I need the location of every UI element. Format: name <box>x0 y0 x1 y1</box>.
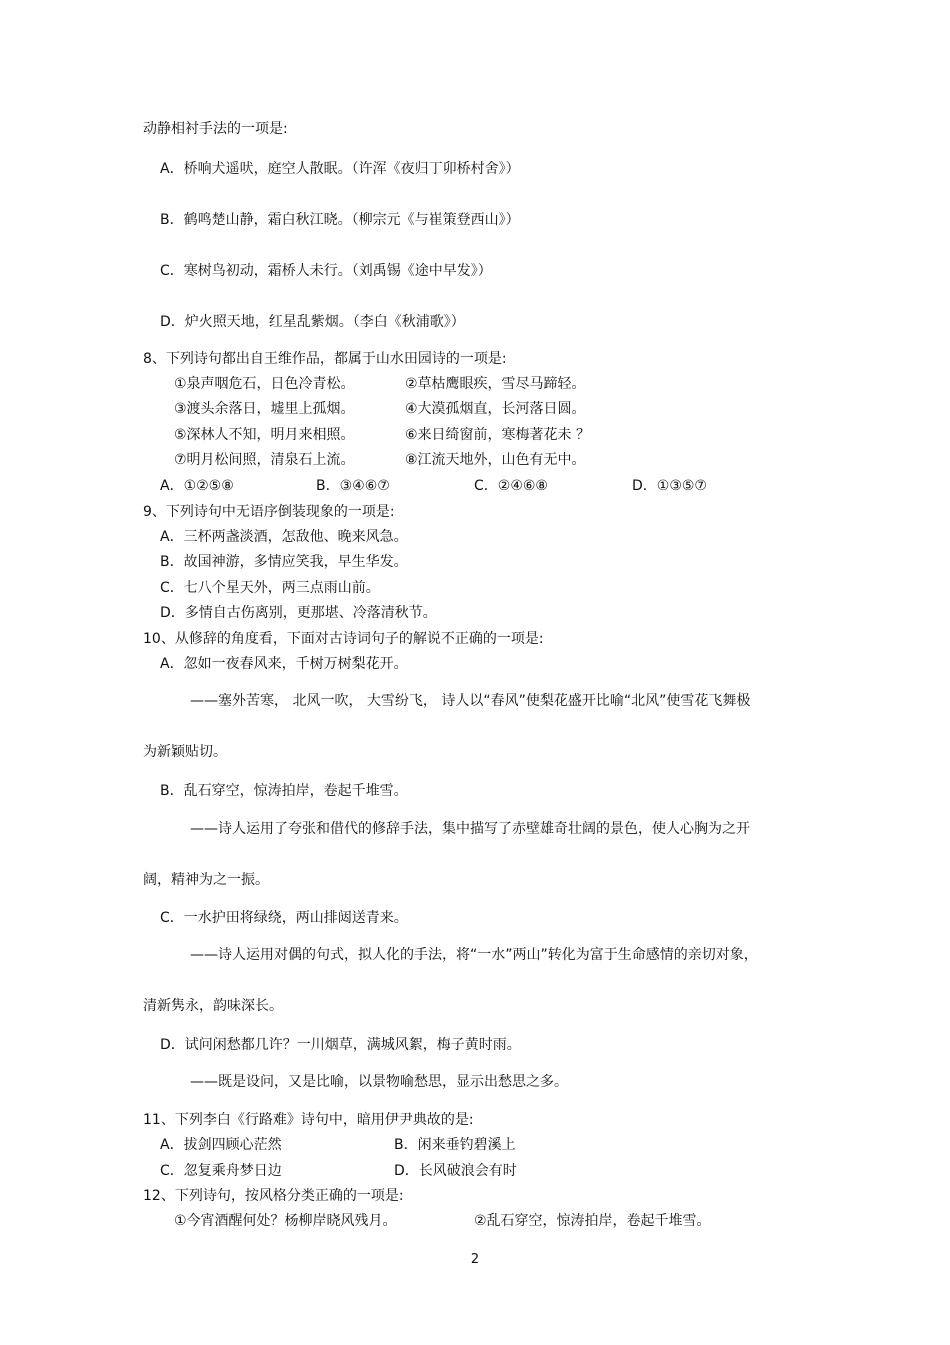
q10-option-b-note: ——诗人运用了夸张和借代的修辞手法，集中描写了赤壁雄奇壮阔的景色，使人心胸为之开 <box>190 821 750 837</box>
q10-option-b-note-cont: 阔，精神为之一振。 <box>143 872 269 888</box>
q10-option-c-note-cont: 清新隽永，韵味深长。 <box>143 998 283 1014</box>
q7-stem: 动静相衬手法的一项是: <box>143 121 288 137</box>
q8-item-1: ①泉声咽危石，日色冷青松。 <box>174 376 355 392</box>
q9-option-c: C．七八个星天外，两三点雨山前。 <box>160 580 380 596</box>
q11-stem: 11、下列李白《行路难》诗句中，暗用伊尹典故的是: <box>143 1112 474 1128</box>
q8-item-2: ②草枯鹰眼疾，雪尽马蹄轻。 <box>405 376 586 392</box>
q8-stem: 8、下列诗句都出自王维作品，都属于山水田园诗的一项是: <box>143 351 507 367</box>
q8-item-7: ⑦明月松间照，清泉石上流。 <box>174 452 355 468</box>
q11-option-d: D．长风破浪会有时 <box>394 1163 517 1179</box>
q7-option-c: C．寒树鸟初动，霜桥人未行。（刘禹锡《途中早发》） <box>160 263 492 279</box>
q11-option-b: B．闲来垂钓碧溪上 <box>394 1137 516 1153</box>
q8-option-b: B．③④⑥⑦ <box>316 478 390 494</box>
q8-option-d: D．①③⑤⑦ <box>632 478 707 494</box>
q8-item-6: ⑥来日绮窗前，寒梅著花未 ？ <box>405 427 591 443</box>
q8-item-5: ⑤深林人不知，明月来相照。 <box>174 427 355 443</box>
q9-option-b: B．故国神游，多情应笑我，早生华发。 <box>160 554 408 570</box>
q8-option-a: A．①②⑤⑧ <box>160 478 234 494</box>
q12-stem: 12、下列诗句，按风格分类正确的一项是: <box>143 1188 404 1204</box>
q10-option-d-note: ——既是设问，又是比喻，以景物喻愁思，显示出愁思之多。 <box>190 1074 568 1090</box>
q7-option-a: A．桥响犬遥吠，庭空人散眠。（许浑《夜归丁卯桥村舍》） <box>160 161 520 177</box>
q11-option-c: C．忽复乘舟梦日边 <box>160 1163 282 1179</box>
q10-option-c-note: ——诗人运用对偶的句式，拟人化的手法，将“一水”两山”转化为富于生命感情的亲切对象， <box>190 947 758 963</box>
q10-option-d: D．试问闲愁都几许？一川烟草，满城风絮，梅子黄时雨。 <box>160 1037 521 1053</box>
q8-item-8: ⑧江流天地外，山色有无中。 <box>405 452 586 468</box>
q10-stem: 10、从修辞的角度看，下面对古诗词句子的解说不正确的一项是: <box>143 631 544 647</box>
q10-option-a-note-cont: 为新颖贴切。 <box>143 744 227 760</box>
q10-option-b: B．乱石穿空，惊涛拍岸，卷起千堆雪。 <box>160 783 408 799</box>
q10-option-a: A．忽如一夜春风来，千树万树梨花开。 <box>160 656 408 672</box>
q7-option-b: B．鹤鸣楚山静，霜白秋江晓。（柳宗元《与崔策登西山》） <box>160 212 520 228</box>
q9-stem: 9、下列诗句中无语序倒装现象的一项是: <box>143 504 395 520</box>
q8-item-3: ③渡头余落日，墟里上孤烟。 <box>174 401 355 417</box>
q11-option-a: A．拔剑四顾心茫然 <box>160 1137 282 1153</box>
q10-option-a-note: ——塞外苦寒， 北风一吹， 大雪纷飞， 诗人以“春风”使梨花盛开比喻“北风”使雪花飞舞极 <box>190 693 751 709</box>
page-number: 2 <box>470 1252 480 1267</box>
q9-option-a: A．三杯两盏淡酒，怎敌他、晚来风急。 <box>160 529 408 545</box>
q8-option-c: C．②④⑥⑧ <box>474 478 548 494</box>
q12-item-2: ②乱石穿空，惊涛拍岸，卷起千堆雪。 <box>474 1213 711 1229</box>
q7-option-d: D．炉火照天地，红星乱紫烟。（李白《秋浦歌》） <box>160 314 465 330</box>
q10-option-c: C．一水护田将绿绕，两山排闼送青来。 <box>160 910 408 926</box>
q12-item-1: ①今宵酒醒何处？杨柳岸晓风残月。 <box>174 1213 397 1229</box>
q8-item-4: ④大漠孤烟直，长河落日圆。 <box>405 401 586 417</box>
q9-option-d: D．多情自古伤离别，更那堪、冷落清秋节。 <box>160 605 437 621</box>
